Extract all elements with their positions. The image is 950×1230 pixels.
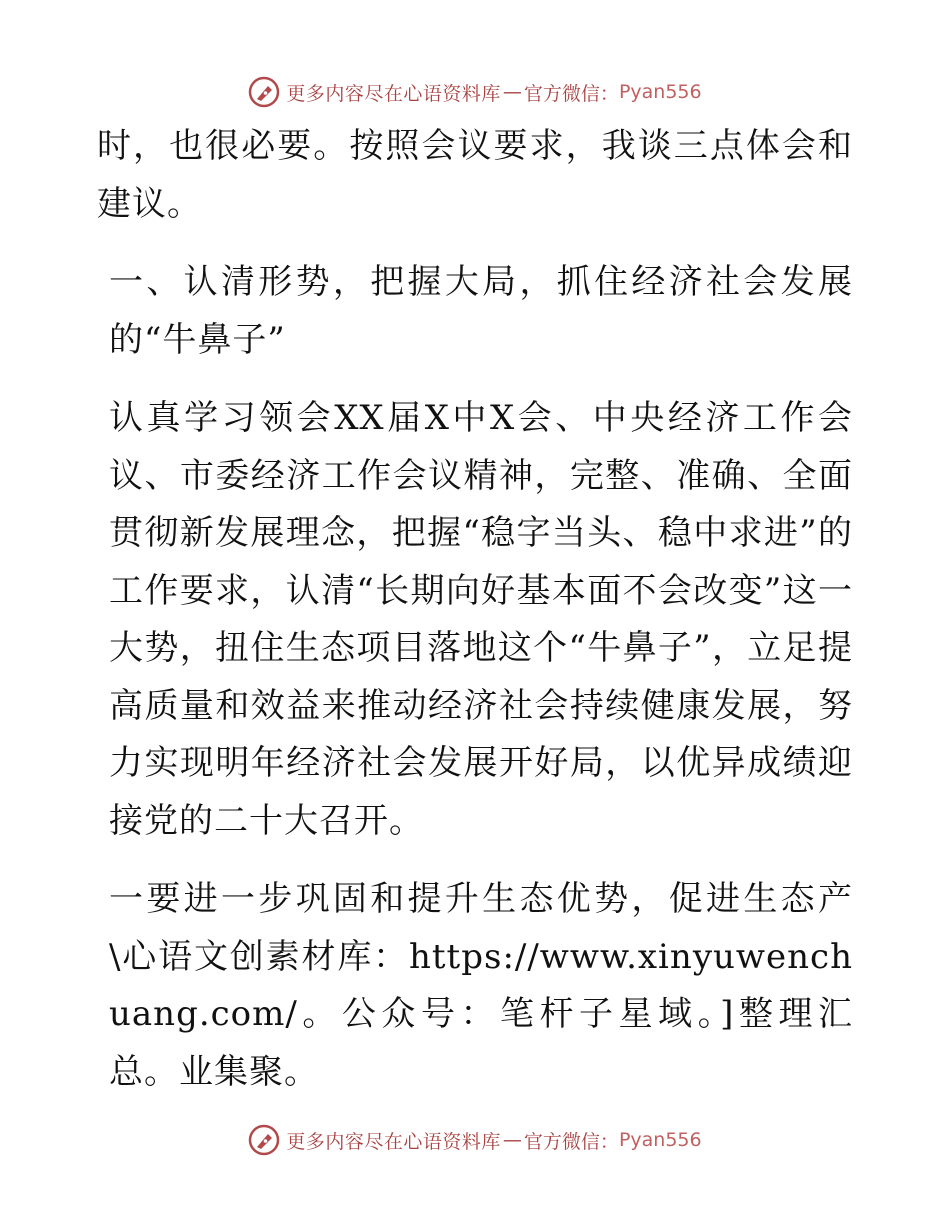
document-body [97, 118, 853, 1101]
watermark-text: 更多内容尽在心语资料库 [286, 1130, 501, 1153]
pen-nib-logo-icon [248, 1124, 280, 1156]
paragraph-point-1: 一要进一步巩固和提升生态优势，促进生态产\心语文创素材库：https://www.xinyuwenchuang.com/。公众号：笔杆子星域。]整理汇总。业集聚。 [109, 879, 853, 1092]
paragraph-body: 认真学习领会XX届X中X会、中央经济工作会议、市委经济工作会议精神，完整、准确、全面贯彻新发展理念，把握“稳字当头、稳中求进”的工作要求，认清“长期向好基本面不会改变”这一大势，扭住生态项目落地这个“牛鼻子”，立足提高质量和效益来推动经济社会持续健康发展，努力实现明年经济社会发展开好局，以优异成绩迎接党的二十大召开。 [109, 398, 853, 841]
watermark-contact-label: 官方微信： [523, 1130, 619, 1153]
pen-nib-logo-icon [248, 76, 280, 108]
watermark-contact-label: 官方微信： [523, 82, 619, 105]
footer-watermark [0, 1120, 950, 1160]
section-heading-1: 一、认清形势，把握大局，抓住经济社会发展的“牛鼻子” [109, 262, 853, 360]
watermark-contact-id: Pyan556 [618, 81, 702, 103]
watermark-dash: — [502, 81, 522, 103]
watermark-text: 更多内容尽在心语资料库 [286, 82, 501, 105]
header-watermark [0, 72, 950, 112]
paragraph-intro: 时，也很必要。按照会议要求，我谈三点体会和建议。 [97, 126, 853, 224]
watermark-contact-id: Pyan556 [618, 1129, 702, 1151]
watermark-dash: — [502, 1129, 522, 1151]
